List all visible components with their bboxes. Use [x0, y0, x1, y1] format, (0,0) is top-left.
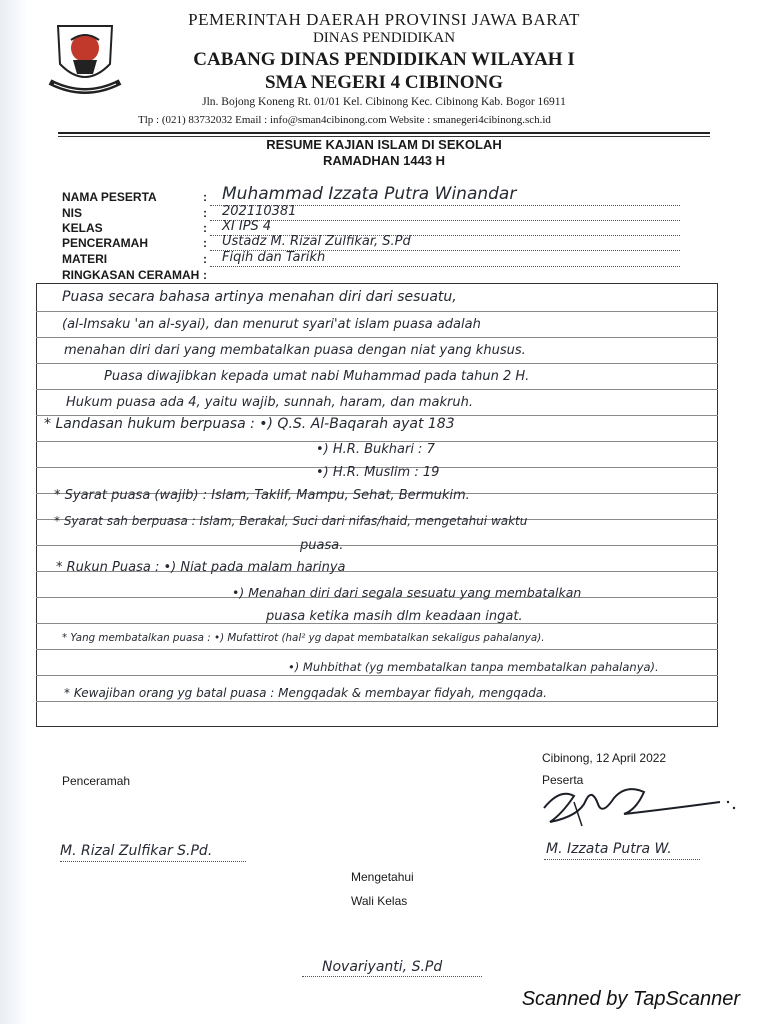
ruled-line: [36, 311, 718, 312]
field-dotline: [210, 220, 680, 221]
summary-line: * Syarat sah berpuasa : Islam, Berakal, Suci dari nifas/haid, mengetahui waktu: [54, 514, 528, 528]
participant-signature-icon: [540, 780, 740, 830]
ruled-line: [36, 337, 718, 338]
field-label-nis: NIS: [62, 206, 83, 220]
letterhead-government: PEMERINTAH DAERAH PROVINSI JAWA BARAT: [188, 10, 580, 29]
document-title: RESUME KAJIAN ISLAM DI SEKOLAH: [266, 137, 502, 152]
ruled-line: [36, 363, 718, 364]
document-subtitle: RAMADHAN 1443 H: [322, 153, 446, 168]
summary-line: puasa.: [300, 538, 344, 553]
field-colon: :: [203, 206, 207, 220]
letterhead-address: Jln. Bojong Koneng Rt. 01/01 Kel. Cibinong Kec. Cibinong Kab. Bogor 16911: [202, 96, 566, 108]
homeroom-teacher-name: Novariyanti, S.Pd: [322, 959, 443, 975]
participant-name-underline: [544, 859, 700, 860]
field-label-summary: RINGKASAN CERAMAH: [62, 268, 200, 282]
ruled-line: [36, 649, 718, 650]
summary-line: Puasa diwajibkan kepada umat nabi Muhammad pada tahun 2 H.: [104, 369, 530, 384]
letterhead-school: SMA NEGERI 4 CIBINONG: [264, 72, 504, 93]
field-label-speaker: PENCERAMAH: [62, 236, 149, 250]
field-label-material: MATERI: [62, 252, 108, 266]
field-value-class: XI IPS 4: [222, 219, 272, 234]
summary-line: •) H.R. Bukhari : 7: [316, 442, 435, 457]
summary-line: * Rukun Puasa : •) Niat pada malam harinya: [56, 560, 346, 575]
speaker-name-underline: [60, 861, 246, 862]
ruled-line: [36, 701, 718, 702]
ruled-line: [36, 545, 718, 546]
field-value-nis: 202110381: [222, 204, 297, 219]
field-colon: :: [203, 236, 207, 250]
ruled-line: [36, 389, 718, 390]
ruled-line: [36, 675, 718, 676]
summary-line: Hukum puasa ada 4, yaitu wajib, sunnah, haram, dan makruh.: [66, 395, 473, 410]
summary-line: puasa ketika masih dlm keadaan ingat.: [266, 609, 523, 624]
signature-date: Cibinong, 12 April 2022: [542, 751, 667, 765]
summary-line: * Yang membatalkan puasa : •) Mufattirot (hal² yg dapat membatalkan sekaligus pahalanya).: [62, 632, 545, 644]
scanner-watermark: Scanned by TapScanner: [521, 988, 740, 1010]
summary-line: menahan diri dari yang membatalkan puasa dengan niat yang khusus.: [64, 343, 526, 358]
field-label-name: NAMA PESERTA: [62, 190, 157, 204]
field-colon: :: [203, 268, 207, 282]
speaker-role: Penceramah: [62, 774, 131, 788]
field-label-class: KELAS: [62, 221, 103, 235]
letterhead-contact: Tlp : (021) 83732032 Email : info@sman4cibinong.com Website : smanegeri4cibinong.sch.id: [138, 114, 551, 126]
field-colon: :: [203, 190, 207, 204]
crest-logo-icon: [46, 20, 124, 100]
summary-line: Puasa secara bahasa artinya menahan diri dari sesuatu,: [62, 289, 457, 305]
speaker-name: M. Rizal Zulfikar S.Pd.: [60, 843, 213, 859]
scan-paper-edge: [0, 0, 28, 1024]
summary-line: •) Muhbithat (yg membatalkan tanpa membatalkan pahalanya).: [288, 660, 659, 674]
acknowledged-label: Mengetahui: [351, 870, 414, 884]
field-value-speaker: Ustadz M. Rizal Zulfikar, S.Pd: [222, 234, 411, 249]
field-colon: :: [203, 221, 207, 235]
letterhead-branch: CABANG DINAS PENDIDIKAN WILAYAH I: [193, 49, 575, 70]
field-value-material: Fiqih dan Tarikh: [222, 250, 326, 265]
field-dotline: [210, 266, 680, 267]
summary-line: •) H.R. Muslim : 19: [316, 465, 440, 480]
field-colon: :: [203, 252, 207, 266]
participant-role: Peserta: [542, 773, 584, 787]
field-value-name: Muhammad Izzata Putra Winandar: [222, 184, 517, 204]
summary-line: * Kewajiban orang yg batal puasa : Mengqadak & membayar fidyah, mengqada.: [64, 686, 547, 700]
letterhead-divider: [58, 132, 710, 134]
summary-line: •) Menahan diri dari segala sesuatu yang membatalkan: [232, 585, 582, 600]
letterhead-agency: DINAS PENDIDIKAN: [312, 30, 456, 46]
homeroom-name-underline: [302, 976, 482, 977]
summary-line: (al-Imsaku 'an al-syai), dan menurut syari'at islam puasa adalah: [62, 317, 481, 332]
summary-line: * Syarat puasa (wajib) : Islam, Taklif, Mampu, Sehat, Bermukim.: [54, 488, 470, 503]
homeroom-teacher-label: Wali Kelas: [351, 894, 408, 908]
summary-line: * Landasan hukum berpuasa : •) Q.S. Al-Baqarah ayat 183: [44, 416, 455, 432]
participant-name: M. Izzata Putra W.: [546, 841, 672, 857]
